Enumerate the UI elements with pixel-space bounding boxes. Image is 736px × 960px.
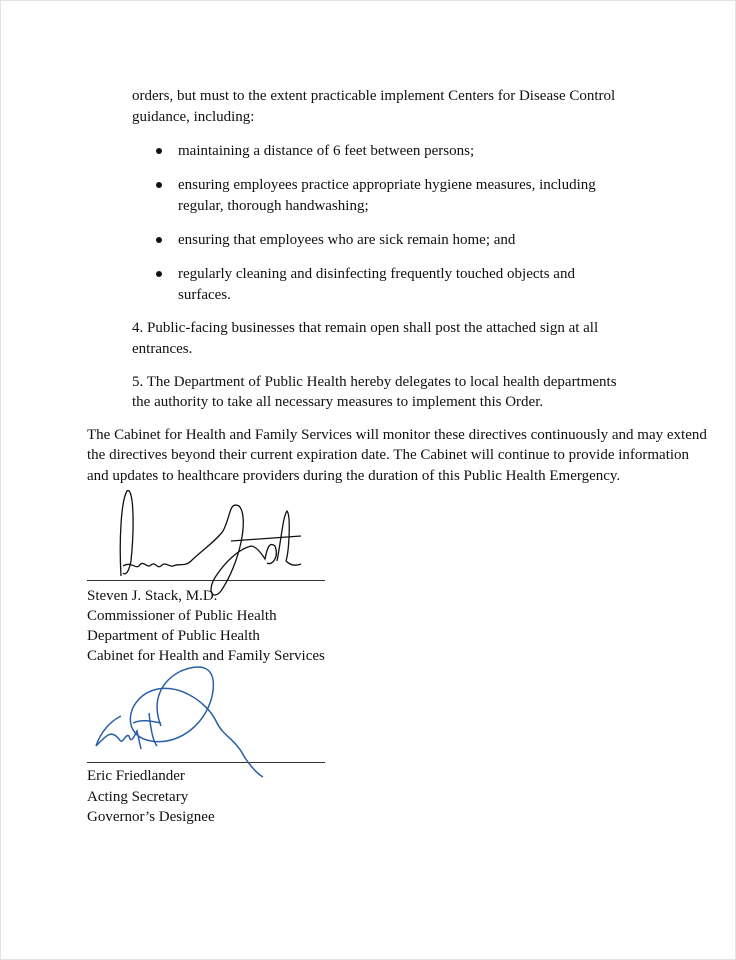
bullet-text: maintaining a distance of 6 feet between persons;: [178, 143, 475, 159]
signer1-title: Commissioner of Public Health: [87, 608, 277, 624]
signer1-dept: Department of Public Health: [87, 628, 260, 644]
item-4: entrances.: [132, 341, 193, 357]
signer1-org: Cabinet for Health and Family Services: [87, 648, 325, 664]
signer2-name: Eric Friedlander: [87, 768, 185, 784]
signature-stack: [120, 491, 301, 596]
item-5: 5. The Department of Public Health hereby delegates to local health departments: [132, 374, 617, 390]
bullet-text: regularly cleaning and disinfecting frequently touched objects and: [178, 266, 575, 282]
item-5: the authority to take all necessary measures to implement this Order.: [132, 394, 544, 410]
signature-friedlander: [96, 667, 263, 777]
signer2-title: Acting Secretary: [87, 789, 189, 805]
item-4: 4. Public-facing businesses that remain open shall post the attached sign at all: [132, 320, 599, 336]
closing-paragraph: The Cabinet for Health and Family Services will monitor these directives continuously and may extend: [87, 427, 707, 443]
bullet-text: ensuring employees practice appropriate hygiene measures, including: [178, 177, 596, 193]
bullet-text: regular, thorough handwashing;: [178, 198, 369, 214]
bullet-text: surfaces.: [178, 287, 231, 303]
intro-line: orders, but must to the extent practicable implement Centers for Disease Control: [132, 88, 616, 104]
closing-paragraph: the directives beyond their current expiration date. The Cabinet will continue to provide information: [87, 447, 690, 463]
bullet-text: ensuring that employees who are sick remain home; and: [178, 232, 516, 248]
intro-line: guidance, including:: [132, 109, 255, 125]
signer2-role: Governor’s Designee: [87, 809, 215, 825]
closing-paragraph: and updates to healthcare providers during the duration of this Public Health Emergency.: [87, 468, 621, 484]
signatures: [1, 1, 736, 960]
signer1-name: Steven J. Stack, M.D.: [87, 588, 218, 604]
